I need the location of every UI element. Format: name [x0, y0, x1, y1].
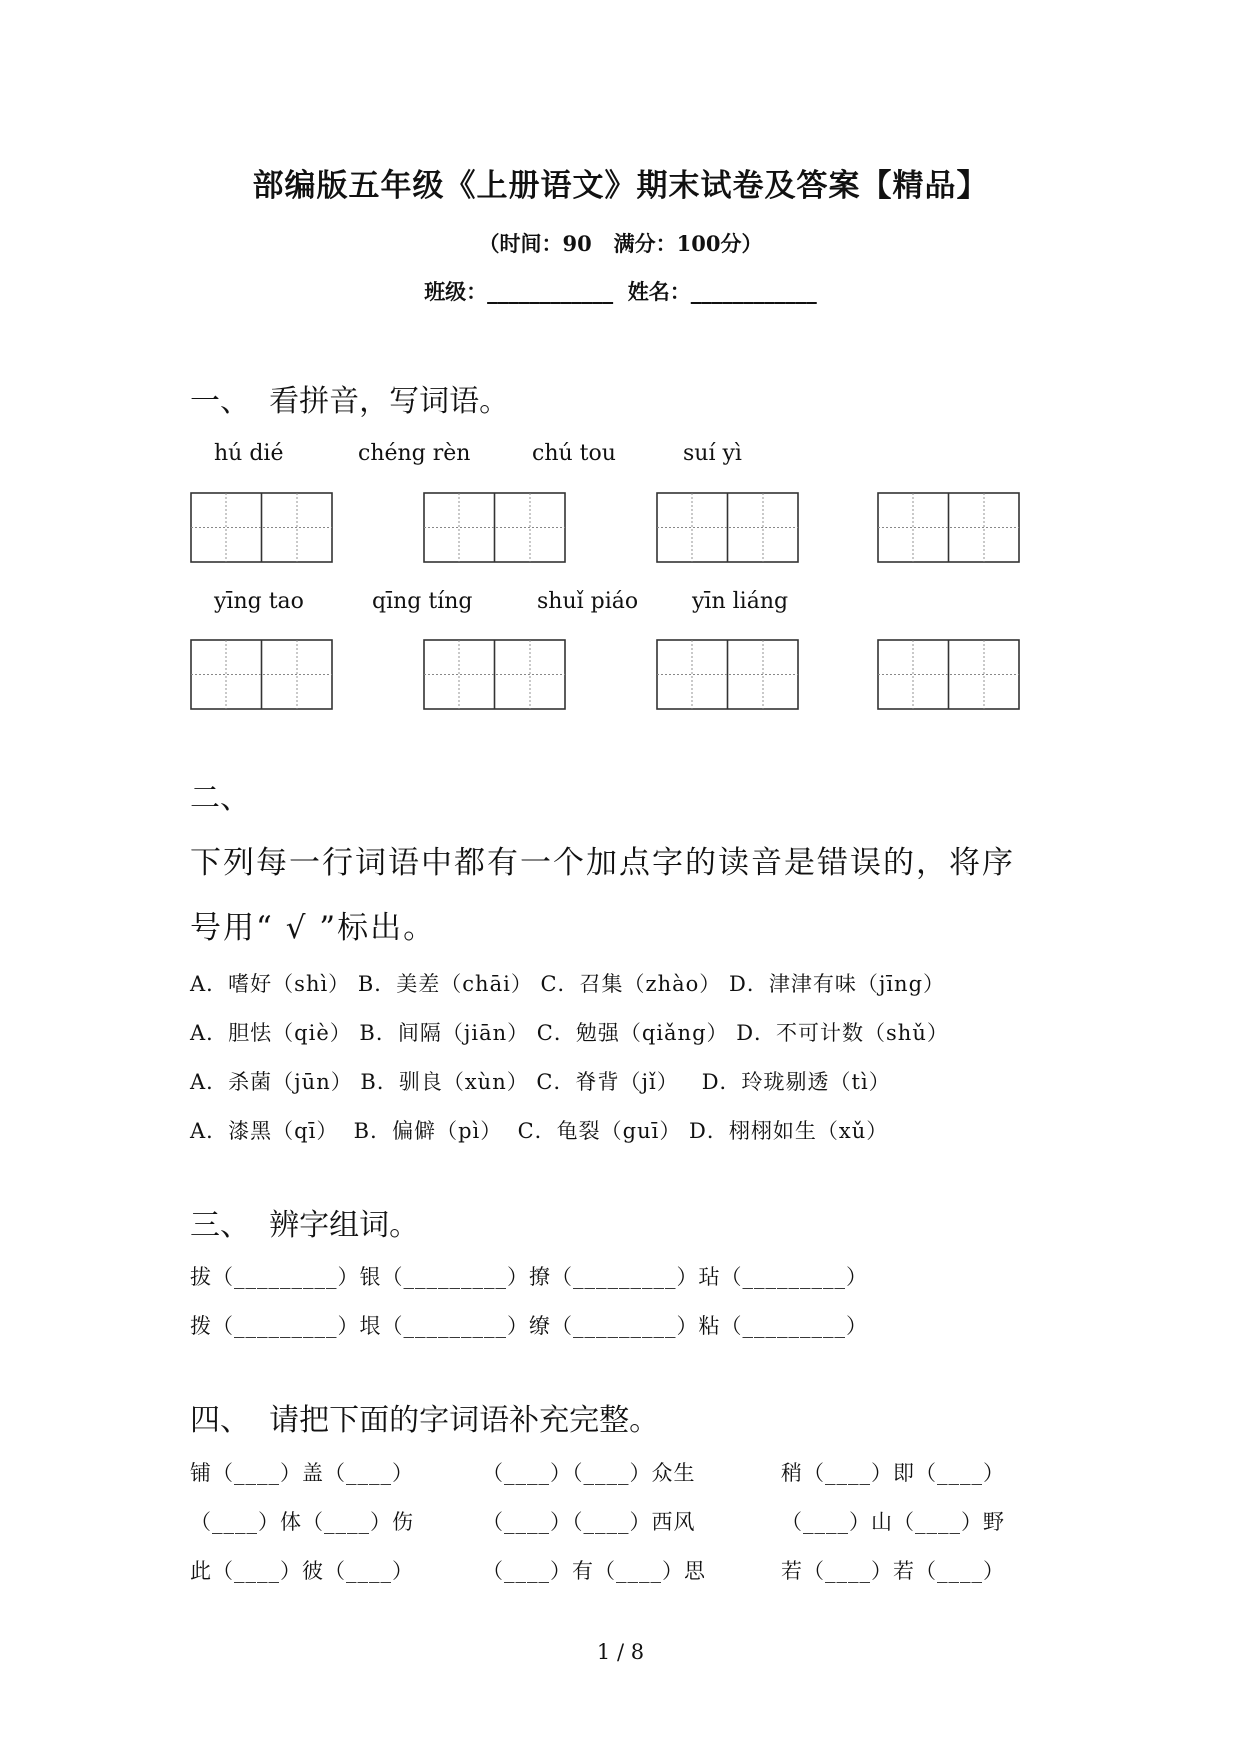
page-title: 部编版五年级《上册语文》期末试卷及答案【精品】 — [252, 168, 989, 204]
section2-instruction: 号用“ √ ”标出。 — [190, 910, 437, 946]
fill-item[interactable]: 铺（____）盖（____） — [190, 1461, 414, 1485]
choice-row: A．胆怯（qiè） B．间隔（jiān） C．勉强（qiǎng） D．不可计数（shǔ） — [190, 1021, 949, 1045]
fill-item[interactable]: （____）（____）众生 — [482, 1461, 696, 1485]
word-group-row[interactable]: 拔（_________）银（_________）撩（_________）玷（_________） — [190, 1265, 868, 1289]
fill-item[interactable]: 稍（____）即（____） — [781, 1461, 1005, 1485]
choice-row: A．漆黑（qī） B．偏僻（pì） C．龟裂（guī） D．栩栩如生（xǔ） — [190, 1119, 889, 1143]
pinyin-label: yīng tao — [214, 589, 304, 614]
section3-heading: 三、 辨字组词。 — [190, 1208, 420, 1243]
fill-item[interactable]: 若（____）若（____） — [781, 1559, 1005, 1583]
pinyin-label: suí yì — [683, 441, 742, 466]
writing-grid[interactable] — [190, 639, 333, 710]
page-number: 1 / 8 — [596, 1640, 645, 1664]
writing-grid[interactable] — [423, 639, 566, 710]
section2-heading: 二、 — [190, 781, 250, 816]
class-name-line: 班级：____________ 姓名：____________ — [424, 279, 817, 304]
writing-grid[interactable] — [656, 639, 799, 710]
fill-item[interactable]: （____）（____）西风 — [482, 1510, 696, 1534]
exam-time-score: （时间：90 满分：100分） — [478, 231, 763, 256]
choice-row: A．嗜好（shì） B．美差（chāi） C．召集（zhào） D．津津有味（jīng） — [190, 972, 946, 996]
fill-item[interactable]: （____）体（____）伤 — [190, 1510, 414, 1534]
fill-item[interactable]: （____）有（____）思 — [482, 1559, 706, 1583]
writing-grid[interactable] — [877, 492, 1020, 563]
writing-grid[interactable] — [190, 492, 333, 563]
choice-row: A．杀菌（jūn） B．驯良（xùn） C．脊背（jǐ） D．玲珑剔透（tì） — [190, 1070, 891, 1094]
writing-grid[interactable] — [877, 639, 1020, 710]
section1-heading: 一、 看拼音，写词语。 — [190, 384, 510, 419]
section4-heading: 四、 请把下面的字词语补充完整。 — [190, 1403, 660, 1438]
writing-grid[interactable] — [656, 492, 799, 563]
pinyin-label: shuǐ piáo — [537, 589, 639, 614]
fill-item[interactable]: （____）山（____）野 — [781, 1510, 1005, 1534]
word-group-row[interactable]: 拨（_________）垠（_________）缭（_________）粘（_________） — [190, 1314, 868, 1338]
fill-item[interactable]: 此（____）彼（____） — [190, 1559, 414, 1583]
section2-instruction: 下列每一行词语中都有一个加点字的读音是错误的，将序 — [190, 845, 1015, 881]
pinyin-label: yīn liáng — [692, 589, 789, 614]
pinyin-label: chú tou — [532, 441, 616, 466]
pinyin-label: qīng tíng — [372, 589, 473, 614]
pinyin-label: chéng rèn — [358, 441, 471, 466]
pinyin-label: hú dié — [214, 441, 284, 466]
writing-grid[interactable] — [423, 492, 566, 563]
